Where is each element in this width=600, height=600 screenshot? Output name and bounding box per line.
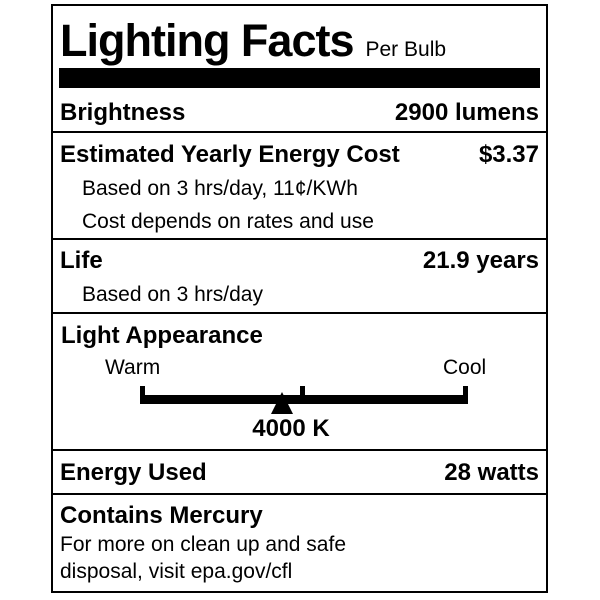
brightness-section xyxy=(53,88,546,133)
brightness-row xyxy=(60,100,539,126)
energy-used-section xyxy=(53,451,546,495)
energy-used-label: Energy Used xyxy=(60,459,207,486)
energy-cost-label: Estimated Yearly Energy Cost xyxy=(60,141,400,168)
light-appearance-label: Light Appearance xyxy=(61,322,263,349)
energy-cost-note-rate: Based on 3 hrs/day, 11¢/KWh xyxy=(82,177,358,200)
life-value: 21.9 years xyxy=(422,247,539,274)
mercury-heading: Contains Mercury xyxy=(60,502,263,529)
header-separator-bar xyxy=(59,68,540,88)
lighting-facts-label xyxy=(51,4,548,593)
energy-cost-row xyxy=(60,142,539,168)
life-notes xyxy=(60,278,539,311)
color-temperature-value: 4000 K xyxy=(252,415,330,442)
scale-mid-tick xyxy=(300,386,305,404)
energy-used-value: 28 watts xyxy=(444,459,539,486)
cool-label: Cool xyxy=(443,356,487,379)
per-unit-text: Per Bulb xyxy=(365,38,447,61)
brightness-label: Brightness xyxy=(60,99,186,126)
life-section xyxy=(53,240,546,314)
life-label: Life xyxy=(60,247,103,274)
brightness-value: 2900 lumens xyxy=(394,99,539,126)
mercury-info xyxy=(60,531,539,585)
label-title: Lighting Facts xyxy=(60,15,354,66)
energy-cost-value: $3.37 xyxy=(478,141,539,168)
energy-used-row xyxy=(60,460,539,486)
mercury-info-line-1: For more on clean up and safe xyxy=(60,533,347,556)
energy-cost-note-disclaimer: Cost depends on rates and use xyxy=(82,210,374,233)
label-header xyxy=(53,6,546,68)
warm-label: Warm xyxy=(105,356,161,379)
energy-cost-notes xyxy=(60,172,539,238)
scale-right-tick xyxy=(463,386,468,404)
light-appearance-section xyxy=(53,314,546,451)
color-temperature-marker-triangle-icon xyxy=(271,392,293,414)
mercury-section xyxy=(53,495,546,591)
mercury-info-line-2: disposal, visit epa.gov/cfl xyxy=(60,560,293,583)
mercury-heading-row xyxy=(60,503,539,529)
energy-cost-section xyxy=(53,133,546,240)
life-note: Based on 3 hrs/day xyxy=(82,283,263,306)
life-row xyxy=(60,248,539,274)
scale-left-tick xyxy=(140,386,145,404)
